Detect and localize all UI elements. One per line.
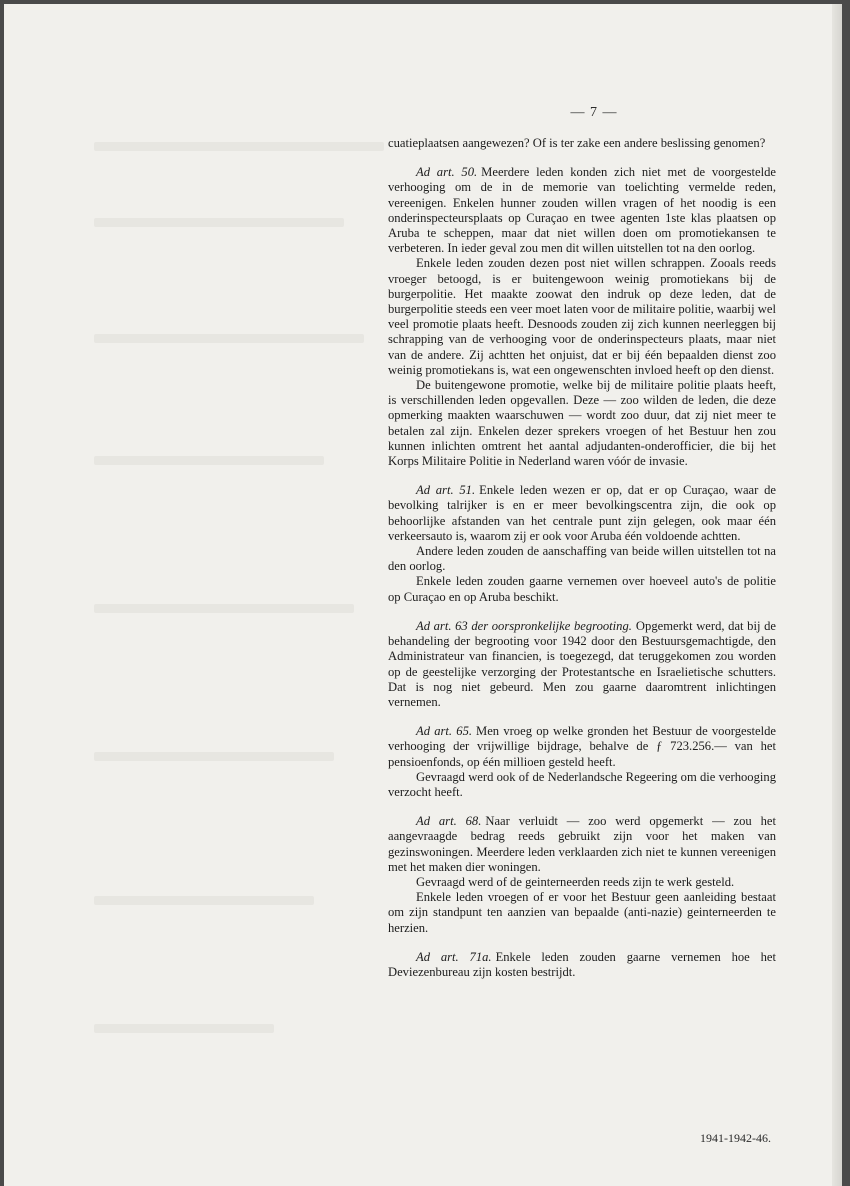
paragraph-text: Naar verluidt — zoo werd opgemerkt — zou het aangevraagde bedrag reeds gebruikt zijn voor het maken van gezinswoningen. Meerdere leden verklaarden zich niet te kunnen vereenigen met het maken dier woningen.	[388, 814, 776, 874]
bleed-through-mark	[94, 752, 334, 761]
paragraph	[388, 378, 776, 469]
paragraph-text: Andere leden zouden de aanschaffing van beide willen uitstellen tot na den oorlog.	[388, 544, 776, 574]
paragraph-text: Gevraagd werd ook of de Nederlandsche Regeering om die verhooging verzocht heeft.	[388, 769, 776, 799]
paragraph-text: De buitengewone promotie, welke bij de militaire politie plaats heeft, is verschillenden leden opgevallen. Deze — zoo wilden de leden, die deze opmerking maakten waarschuwen — wordt zoo duur, dat zij niet meer te betalen zal zijn. Enkelen dezer sprekers vroegen of het Bestuur hen zou kunnen inlichten omtrent het aantal adjudanten-onderofficier, die bij het Korps Militaire Politie in Nederland waren vóór de invasie.	[388, 378, 776, 469]
paragraph-text: Enkele leden vroegen of er voor het Bestuur geen aanleiding bestaat om zijn standpunt ten aanzien van bepaalde (anti-nazie) geinterneerden te herzien.	[388, 890, 776, 935]
paragraph-text: Meerdere leden konden zich niet met de voorgestelde verhooging om de in de memorie van toelichting vermelde reden, vereenigen. Enkelen hunner zouden willen vragen of het noodig is een onderinspecteursplaats op Curaçao en twee agenten 1ste klas plaatsen op Aruba te scheppen, maar dat niet willen doen om promotiekansen te verbeteren. In ieder geval zou men dit willen uitstellen tot na den oorlog.	[388, 165, 776, 256]
paragraph-text: Gevraagd werd of de geinterneerden reeds zijn te werk gesteld.	[416, 874, 735, 889]
paragraph-ad-art-71a	[388, 950, 776, 980]
paragraph-ad-art-65	[388, 724, 776, 770]
paragraph-text: Men vroeg op welke gronden het Bestuur de voorgestelde verhooging der vrijwillige bijdrage, behalve de ƒ 723.256.— van het pensioenfonds, op één millioen gesteld heeft.	[388, 724, 776, 769]
paragraph	[388, 256, 776, 378]
document-code: 1941-1942-46.	[700, 1131, 771, 1145]
bleed-through-mark	[94, 896, 314, 905]
bleed-through-mark	[94, 604, 354, 613]
page-number: — 7 —	[570, 105, 618, 120]
paragraph-text: Opgemerkt werd, dat bij de behandeling der begrooting voor 1942 door den Bestuursgemachtigde, den Administrateur van financien, is toegezegd, dat teruggekomen zou worden op de geestelijke verzorging der Protestantsche en Israelietische schutters. Dat is nog niet gebeurd. Men zou gaarne daaromtrent inlichtingen vernemen.	[388, 618, 776, 709]
paragraph	[388, 770, 776, 800]
paragraph-ad-art-50	[388, 165, 776, 256]
paragraph	[388, 544, 776, 574]
document-page	[4, 4, 842, 1186]
paragraph	[388, 875, 776, 890]
paragraph	[388, 136, 776, 151]
paragraph-text: Enkele leden wezen er op, dat er op Curaçao, waar de bevolking talrijker is en er meer bevolkingscentra zijn, die ook op behoorlijke afstanden van het centrale punt zijn gelegen, ook maar één verkeersauto is, waarom zij er ook voor Aruba één voldoende achtten.	[388, 483, 776, 543]
paragraph-ad-art-51	[388, 483, 776, 544]
article-reference: Ad art. 68.	[416, 814, 482, 829]
paragraph-ad-art-68	[388, 814, 776, 875]
paragraph	[388, 574, 776, 604]
bleed-through-mark	[94, 456, 324, 465]
bleed-through-mark	[94, 142, 384, 151]
bleed-through-mark	[94, 218, 344, 227]
text-column	[388, 136, 776, 980]
paragraph-text: Enkele leden zouden gaarne vernemen over hoeveel auto's de politie op Curaçao en op Aruba beschikt.	[388, 574, 776, 604]
paragraph-text: Enkele leden zouden dezen post niet willen schrappen. Zooals reeds vroeger betoogd, is er buitengewoon weinig promotiekans bij de burgerpolitie. Het maakte zoowat den indruk op deze leden, dat de burgerpolitie steeds een veer moet laten voor de militaire politie, waarbij wel veel promotie plaats heeft. Desnoods zouden zij zich kunnen neerleggen bij schrapping van de verhooging voor de onderinspecteurs plaats, maar niet van de andere. Zij achtten het onjuist, dat er bij één bepaalden dienst zoo weinig promotiekans is, wat een ongewenschten invloed heeft op den dienst.	[388, 256, 776, 377]
article-reference: Ad art. 50.	[416, 165, 478, 180]
paragraph-ad-art-63	[388, 619, 776, 710]
article-reference: Ad art. 63 der oorspronkelijke begrooting.	[416, 618, 632, 633]
paragraph	[388, 890, 776, 936]
article-reference: Ad art. 65.	[416, 724, 473, 739]
paragraph-text: Enkele leden zouden gaarne vernemen hoe het Deviezenbureau zijn kosten bestrijdt.	[388, 949, 776, 979]
article-reference: Ad art. 51.	[416, 483, 476, 498]
bleed-through-mark	[94, 334, 364, 343]
bleed-through-mark	[94, 1024, 274, 1033]
paragraph-text: cuatieplaatsen aangewezen? Of is ter zake een andere beslissing genomen?	[388, 136, 766, 150]
article-reference: Ad art. 71a.	[416, 949, 492, 964]
